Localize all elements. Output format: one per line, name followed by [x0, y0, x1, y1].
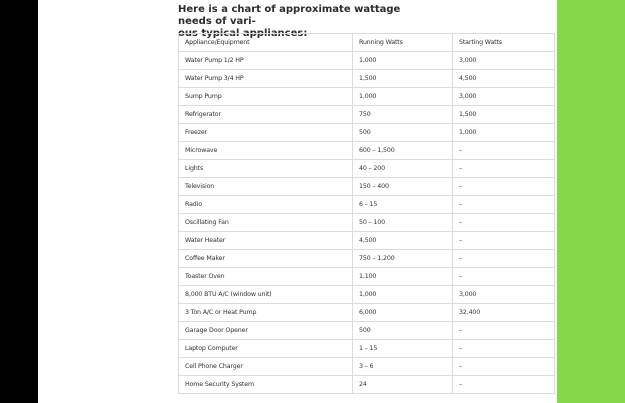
table-row — [179, 358, 555, 376]
running-watts-cell: 600 – 1,500 — [353, 142, 453, 160]
starting-watts-cell: – — [453, 322, 555, 340]
starting-watts-cell: 3,000 — [453, 52, 555, 70]
starting-watts-cell: – — [453, 196, 555, 214]
running-watts-cell: 40 – 200 — [353, 160, 453, 178]
appliance-cell: Cell Phone Charger — [179, 358, 353, 376]
appliance-cell: Oscillating Fan — [179, 214, 353, 232]
appliance-cell: 3 Ton A/C or Heat Pump — [179, 304, 353, 322]
table-row — [179, 340, 555, 358]
header-running-watts: Running Watts — [353, 34, 453, 52]
table-row — [179, 322, 555, 340]
starting-watts-cell: 3,000 — [453, 88, 555, 106]
running-watts-cell: 1,000 — [353, 286, 453, 304]
starting-watts-cell: – — [453, 268, 555, 286]
running-watts-cell: 3 – 6 — [353, 358, 453, 376]
table-row — [179, 286, 555, 304]
table-row — [179, 232, 555, 250]
left-border-bar — [0, 0, 38, 403]
running-watts-cell: 1,000 — [353, 88, 453, 106]
appliance-cell: Home Security System — [179, 376, 353, 394]
chart-heading: Here is a chart of approximate wattage needs of vari- ous typical appliances: — [178, 4, 401, 39]
header-starting-watts: Starting Watts — [453, 34, 555, 52]
appliance-cell: Water Pump 3/4 HP — [179, 70, 353, 88]
right-green-bar — [557, 0, 625, 403]
appliance-cell: Microwave — [179, 142, 353, 160]
table-row — [179, 70, 555, 88]
starting-watts-cell: 4,500 — [453, 70, 555, 88]
table-row — [179, 142, 555, 160]
appliance-cell: Water Pump 1/2 HP — [179, 52, 353, 70]
starting-watts-cell: – — [453, 340, 555, 358]
starting-watts-cell: – — [453, 358, 555, 376]
table-row — [179, 250, 555, 268]
running-watts-cell: 150 – 400 — [353, 178, 453, 196]
appliance-cell: Freezer — [179, 124, 353, 142]
running-watts-cell: 6 – 15 — [353, 196, 453, 214]
table-row — [179, 124, 555, 142]
running-watts-cell: 500 — [353, 124, 453, 142]
starting-watts-cell: 1,500 — [453, 106, 555, 124]
appliance-cell: Sump Pump — [179, 88, 353, 106]
running-watts-cell: 50 – 100 — [353, 214, 453, 232]
starting-watts-cell: – — [453, 160, 555, 178]
appliance-cell: Lights — [179, 160, 353, 178]
running-watts-cell: 4,500 — [353, 232, 453, 250]
running-watts-cell: 1,500 — [353, 70, 453, 88]
appliance-cell: Radio — [179, 196, 353, 214]
starting-watts-cell: 3,000 — [453, 286, 555, 304]
running-watts-cell: 750 — [353, 106, 453, 124]
running-watts-cell: 1,100 — [353, 268, 453, 286]
starting-watts-cell: – — [453, 232, 555, 250]
wattage-table-container — [178, 33, 554, 394]
running-watts-cell: 500 — [353, 322, 453, 340]
appliance-cell: Water Heater — [179, 232, 353, 250]
starting-watts-cell: – — [453, 142, 555, 160]
running-watts-cell: 6,000 — [353, 304, 453, 322]
table-row — [179, 196, 555, 214]
table-row — [179, 106, 555, 124]
table-row — [179, 214, 555, 232]
starting-watts-cell: – — [453, 250, 555, 268]
starting-watts-cell: – — [453, 214, 555, 232]
appliance-cell: Laptop Computer — [179, 340, 353, 358]
running-watts-cell: 24 — [353, 376, 453, 394]
table-row — [179, 160, 555, 178]
header-appliance: Appliance/Equipment — [179, 34, 353, 52]
appliance-cell: Television — [179, 178, 353, 196]
appliance-cell: 8,000 BTU A/C (window unit) — [179, 286, 353, 304]
running-watts-cell: 1 – 15 — [353, 340, 453, 358]
appliance-cell: Toaster Oven — [179, 268, 353, 286]
table-header-row — [179, 34, 555, 52]
starting-watts-cell: 1,000 — [453, 124, 555, 142]
starting-watts-cell: 32,400 — [453, 304, 555, 322]
table-row — [179, 268, 555, 286]
starting-watts-cell: – — [453, 178, 555, 196]
appliance-cell: Refrigerator — [179, 106, 353, 124]
table-row — [179, 376, 555, 394]
starting-watts-cell: – — [453, 376, 555, 394]
table-row — [179, 52, 555, 70]
appliance-cell: Garage Door Opener — [179, 322, 353, 340]
table-row — [179, 178, 555, 196]
running-watts-cell: 1,000 — [353, 52, 453, 70]
wattage-table — [178, 33, 555, 394]
table-row — [179, 304, 555, 322]
appliance-cell: Coffee Maker — [179, 250, 353, 268]
running-watts-cell: 750 – 1,200 — [353, 250, 453, 268]
table-row — [179, 88, 555, 106]
